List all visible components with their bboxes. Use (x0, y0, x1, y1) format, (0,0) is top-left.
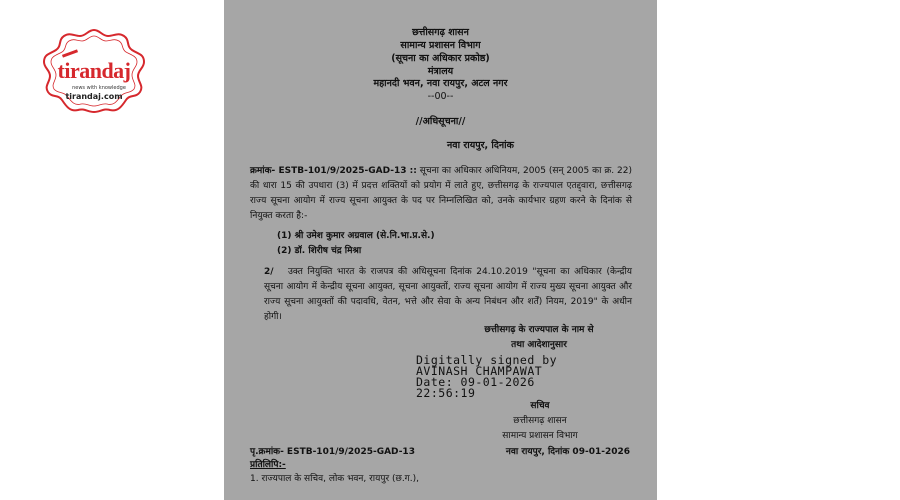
tirandaj-logo[interactable] (40, 28, 148, 114)
paragraph-2-number: 2/ (264, 267, 274, 277)
logo-domain: tirandaj.com (65, 92, 123, 101)
copy-label: प्रतिलिपि:- (250, 460, 286, 470)
header-cell: (सूचना का अधिकार प्रकोष्ठ) (391, 53, 490, 64)
copy-item-1: 1. राज्यपाल के सचिव, लोक भवन, रायपुर (छ.ग.), (250, 474, 419, 484)
signature-line-1: Digitally signed by (416, 353, 558, 367)
governor-order-line2: तथा आदेशानुसार (511, 340, 567, 350)
header-ministry: मंत्रालय (427, 66, 454, 77)
signature-line-4: 22:56:19 (416, 386, 476, 400)
header-department: सामान्य प्रशासन विभाग (400, 40, 481, 51)
date-line: नवा रायपुर, दिनांक (447, 140, 514, 151)
signature-line-3: Date: 09-01-2026 (416, 375, 535, 389)
order-reference: क्रमांक- ESTB-101/9/2025-GAD-13 :: (250, 166, 417, 176)
signatory-org-1: छत्तीसगढ़ शासन (513, 416, 567, 426)
signature-line-2: AVINASH CHAMPAWAT (416, 364, 543, 378)
notification-document (224, 0, 657, 500)
paragraph-1 (250, 164, 632, 224)
appointee-1: (1) श्री उमेश कुमार अग्रवाल (से.नि.भा.प्र.से.) (277, 231, 435, 241)
header-address: महानदी भवन, नवा रायपुर, अटल नगर (373, 78, 508, 89)
paragraph-1-text: सूचना का अधिकार अधिनियम, 2005 (सन् 2005 का क्र. 22) की धारा 15 की उपधारा (3) में प्रदत्त शक्तियों को प्रयोग में लाते हुए, छत्तीसगढ़ के राज्यपाल एतद्द्वारा, छत्तीसगढ़ राज्य सूचना आयोग में राज्य सूचना आयुक्त के पद पर निम्नलिखित को, उनके कार्यभार ग्रहण करने के दिनांक से नियुक्त करता है:- (250, 166, 632, 221)
paragraph-2-text: उक्त नियुक्ति भारत के राजपत्र की अधिसूचना दिनांक 24.10.2019 "सूचना का अधिकार (केन्द्रीय सूचना आयोग में केन्द्रीय सूचना आयुक्त, सूचना आयुक्तों, राज्य सूचना आयोग में राज्य मुख्य सूचना आयुक्त और राज्य सूचना आयुक्तों की पदावधि, वेतन, भत्ते और सेवा के अन्य निबंधन और शर्तें) नियम, 2019" के अधीन होगी। (264, 267, 632, 322)
footer-date: नवा रायपुर, दिनांक 09-01-2026 (505, 447, 630, 457)
digital-signature (416, 355, 557, 399)
header-state: छत्तीसगढ़ शासन (412, 27, 469, 38)
logo-tagline: news with knowledge (72, 85, 126, 91)
governor-order-line1: छत्तीसगढ़ के राज्यपाल के नाम से (484, 325, 594, 335)
header-separator: --00-- (427, 91, 454, 102)
notification-title: //अधिसूचना// (415, 116, 466, 127)
paragraph-2 (264, 265, 632, 325)
logo-brand: tirandaj (57, 58, 131, 83)
appointee-2: (2) डॉ. शिरीष चंद्र मिश्रा (277, 246, 362, 256)
signatory-title: सचिव (530, 401, 550, 411)
footer-reference: पृ.क्रमांक- ESTB-101/9/2025-GAD-13 (250, 447, 415, 457)
signatory-org-2: सामान्य प्रशासन विभाग (502, 431, 578, 441)
